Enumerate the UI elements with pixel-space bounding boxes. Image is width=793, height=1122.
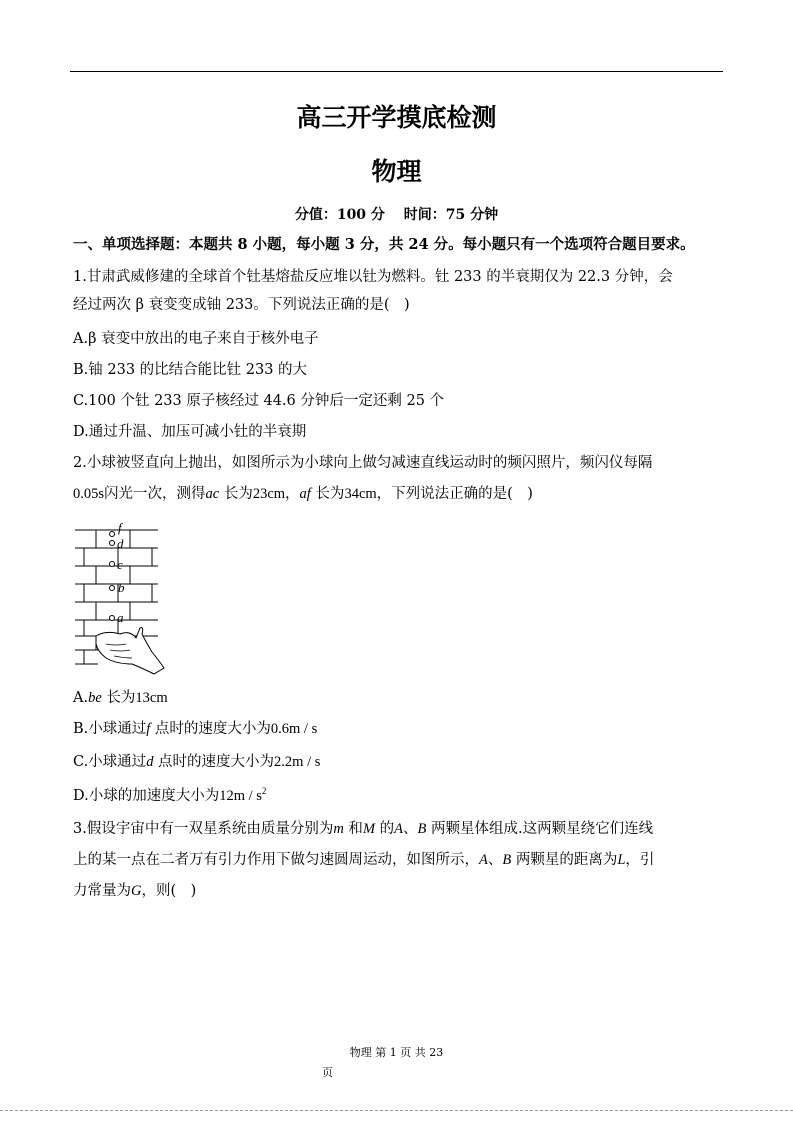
- q1-stem-line1: 1.甘肃武威修建的全球首个钍基熔盐反应堆以钍为燃料。钍 233 的半衰期仅为 22.3 分钟，会: [73, 269, 673, 285]
- q1-option-d: D.通过升温、加压可减小钍的半衰期: [73, 424, 307, 440]
- q2-stem-line1: 2.小球被竖直向上抛出，如图所示为小球向上做匀减速直线运动时的频闪照片，频闪仪每隔: [73, 455, 653, 471]
- strobe-photo-figure: [70, 518, 170, 676]
- q2-ac-length: 23cm: [252, 486, 286, 502]
- label-a: a: [117, 610, 124, 625]
- q2-segment-af: af: [299, 486, 311, 502]
- q2-interval: 0.05s: [73, 486, 105, 502]
- exam-meta: 分值：100 分 时间：75 分钟: [294, 207, 499, 223]
- ball-b: [110, 586, 115, 591]
- ball-a: [110, 616, 115, 621]
- q2-option-a: A.be 长为13cm: [73, 690, 168, 706]
- page-bottom-edge: [0, 1110, 793, 1111]
- ball-d: [110, 541, 115, 546]
- q2-stem-line2: 0.05s闪光一次，测得ac 长为23cm，af 长为34cm，下列说法正确的是( ): [73, 486, 533, 502]
- ball-c: [110, 562, 115, 567]
- hand-illustration: [96, 628, 164, 674]
- section-heading: 一、单项选择题：本题共 8 小题，每小题 3 分，共 24 分。每小题只有一个选项符合题目要求。: [73, 236, 695, 253]
- q1-option-c: C.100 个钍 233 原子核经过 44.6 分钟后一定还剩 25 个: [73, 393, 445, 409]
- q2-option-b: B.小球通过f 点时的速度大小为0.6m / s: [73, 721, 318, 737]
- q2-af-length: 34cm: [344, 486, 377, 502]
- q3-stem-line1: 3.假设宇宙中有一双星系统由质量分别为m 和M 的A、B 两颗星体组成.这两颗星绕它们连线: [73, 821, 654, 837]
- label-d: d: [117, 536, 124, 551]
- top-rule: [70, 71, 723, 72]
- label-f: f: [118, 520, 122, 535]
- q3-stem-line3: 力常量为G，则( ): [73, 883, 197, 899]
- page-footer-line2: 页: [322, 1066, 333, 1079]
- q1-option-b: B.铀 233 的比结合能比钍 233 的大: [73, 362, 308, 378]
- page-footer: 物理 第 1 页 共 23: [349, 1046, 444, 1059]
- q2-option-d: D.小球的加速度大小为$12m / s^2$: [73, 786, 267, 804]
- q2-option-c: C.小球通过d 点时的速度大小为2.2m / s: [73, 754, 321, 770]
- q2-segment-ac: ac: [205, 486, 220, 502]
- label-b: b: [118, 580, 125, 595]
- label-c: c: [117, 557, 123, 572]
- q1-stem-line2: 经过两次 β 衰变变成铀 233。下列说法正确的是( ): [73, 297, 410, 313]
- ball-positions: [110, 532, 115, 621]
- exam-subject: 物理: [371, 157, 422, 186]
- exam-title: 高三开学摸底检测: [296, 103, 497, 132]
- ball-f: [110, 532, 115, 537]
- q1-option-a: A.β 衰变中放出的电子来自于核外电子: [73, 331, 319, 347]
- q3-stem-line2: 上的某一点在二者万有引力作用下做匀速圆周运动，如图所示，A、B 两颗星的距离为L，引: [73, 852, 655, 868]
